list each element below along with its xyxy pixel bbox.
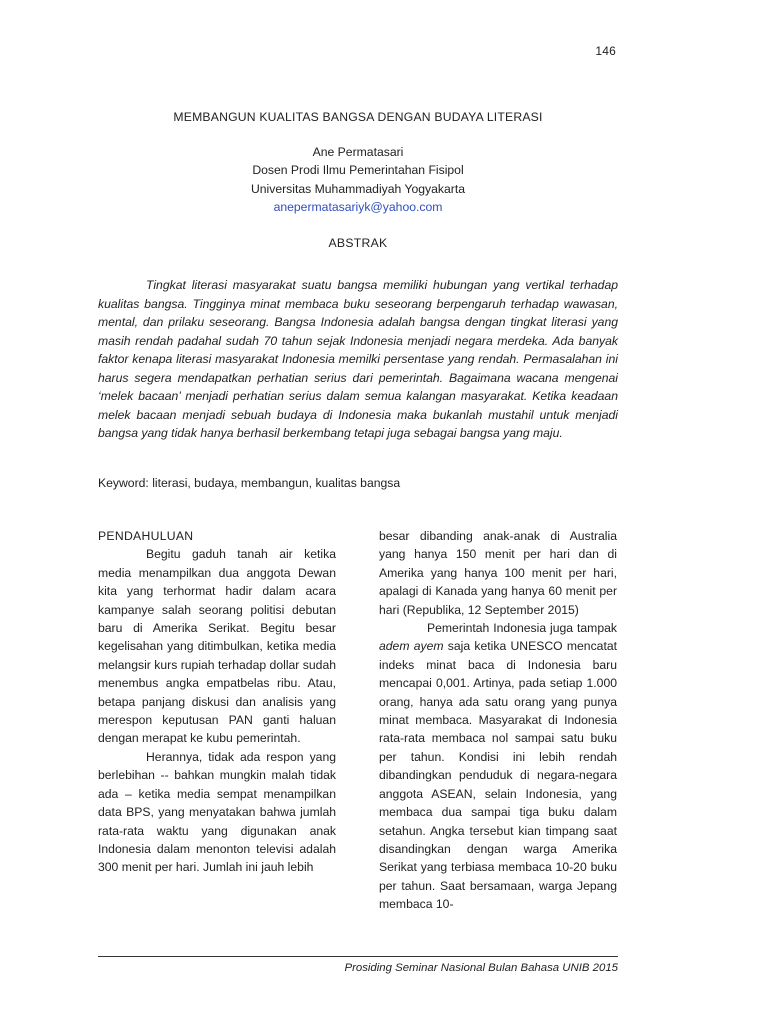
abstract-body: [98, 276, 618, 443]
footer-divider: [98, 956, 618, 957]
keywords: Keyword: literasi, budaya, membangun, kualitas bangsa: [98, 476, 401, 490]
author-affiliation-dept: Dosen Prodi Ilmu Pemerintahan Fisipol: [252, 163, 464, 178]
paper-header: [98, 108, 618, 252]
body-paragraph-continued: besar dibanding anak-anak di Australia yang hanya 150 menit per hari dan di Amerika yang hanya 100 menit per hari, apalagi di Kanada yang hanya 60 menit per hari (Republika, 12 September 2015): [379, 529, 617, 617]
author-name: Ane Permatasari: [312, 145, 404, 160]
body-paragraph: Herannya, tidak ada respon yang berlebihan -- bahkan mungkin malah tidak ada – ketika media sempat menampilkan data BPS, yang menyatakan bahwa jumlah rata-rata waktu yang digunakan anak Indonesia dalam menonton televisi adalah 300 menit per hari. Jumlah ini jauh lebih: [98, 749, 336, 875]
body-column-right: [379, 527, 617, 914]
emphasis-text: adem ayem: [379, 639, 444, 654]
author-email-link[interactable]: anepermatasariyk@yahoo.com: [273, 199, 443, 214]
abstract-heading: ABSTRAK: [328, 236, 388, 251]
footer-proceedings: Prosiding Seminar Nasional Bulan Bahasa UNIB 2015: [344, 962, 618, 974]
page-number: 146: [595, 44, 616, 58]
author-affiliation-university: Universitas Muhammadiyah Yogyakarta: [250, 181, 466, 196]
section-heading: PENDAHULUAN: [98, 529, 194, 543]
body-paragraph: [379, 619, 617, 914]
text-run: saja ketika UNESCO mencatat indeks minat baca di Indonesia baru mencapai 0,001. Artinya, pada setiap 1.000 orang, hanya ada satu orang yang punya minat membaca. Masyarakat di Indonesia rata-rata membaca nol sampai satu buku per tahun. Kondisi ini lebih rendah dibandingkan penduduk di negara-negara anggota ASEAN, selain Indonesia, yang membaca dua sampai tiga buku dalam setahun. Angka tersebut kian timpang saat disandingkan dengan warga Amerika Serikat yang terbiasa membaca 10-20 buku per tahun. Saat bersamaan, warga Jepang membaca 10-: [379, 639, 617, 912]
text-run: Pemerintah Indonesia juga tampak: [427, 621, 617, 636]
body-paragraph: Begitu gaduh tanah air ketika media menampilkan dua anggota Dewan kita yang terhormat hadir dalam acara kampanye salah seorang politisi debutan baru di Amerika Serikat. Begitu besar kegelisahan yang ditimbulkan, ketika media melangsir kurs rupiah terhadap dollar sudah menembus angka empatbelas ribu. Atau, betapa panjang diskusi dan analisis yang merespon keputusan PAN ganti haluan dengan merapat ke kubu pemerintah.: [98, 547, 336, 746]
body-column-left: [98, 527, 336, 877]
abstract-paragraph: Tingkat literasi masyarakat suatu bangsa memiliki hubungan yang vertikal terhadap kualitas bangsa. Tingginya minat membaca buku seseorang berpengaruh terhadap wawasan, mental, dan prilaku seseorang. Bangsa Indonesia adalah bangsa dengan tingkat literasi yang masih rendah padahal sudah 70 tahun sejak Indonesia menjadi negara merdeka. Ada banyak faktor kenapa literasi masyarakat Indonesia memilki persentase yang rendah. Permasalahan ini harus segera mendapatkan perhatian serius dari pemerintah. Bagaimana wacana mengenai ‘melek bacaan’ menjadi perhatian serius dalam semua kalangan masyarakat. Ketika keadaan melek bacaan menjadi sebuah budaya di Indonesia maka bukanlah mustahil untuk menjadi bangsa yang tidak hanya berhasil berkembang tetapi juga sebagai bangsa yang maju.: [98, 278, 618, 440]
paper-title: MEMBANGUN KUALITAS BANGSA DENGAN BUDAYA LITERASI: [173, 110, 543, 124]
